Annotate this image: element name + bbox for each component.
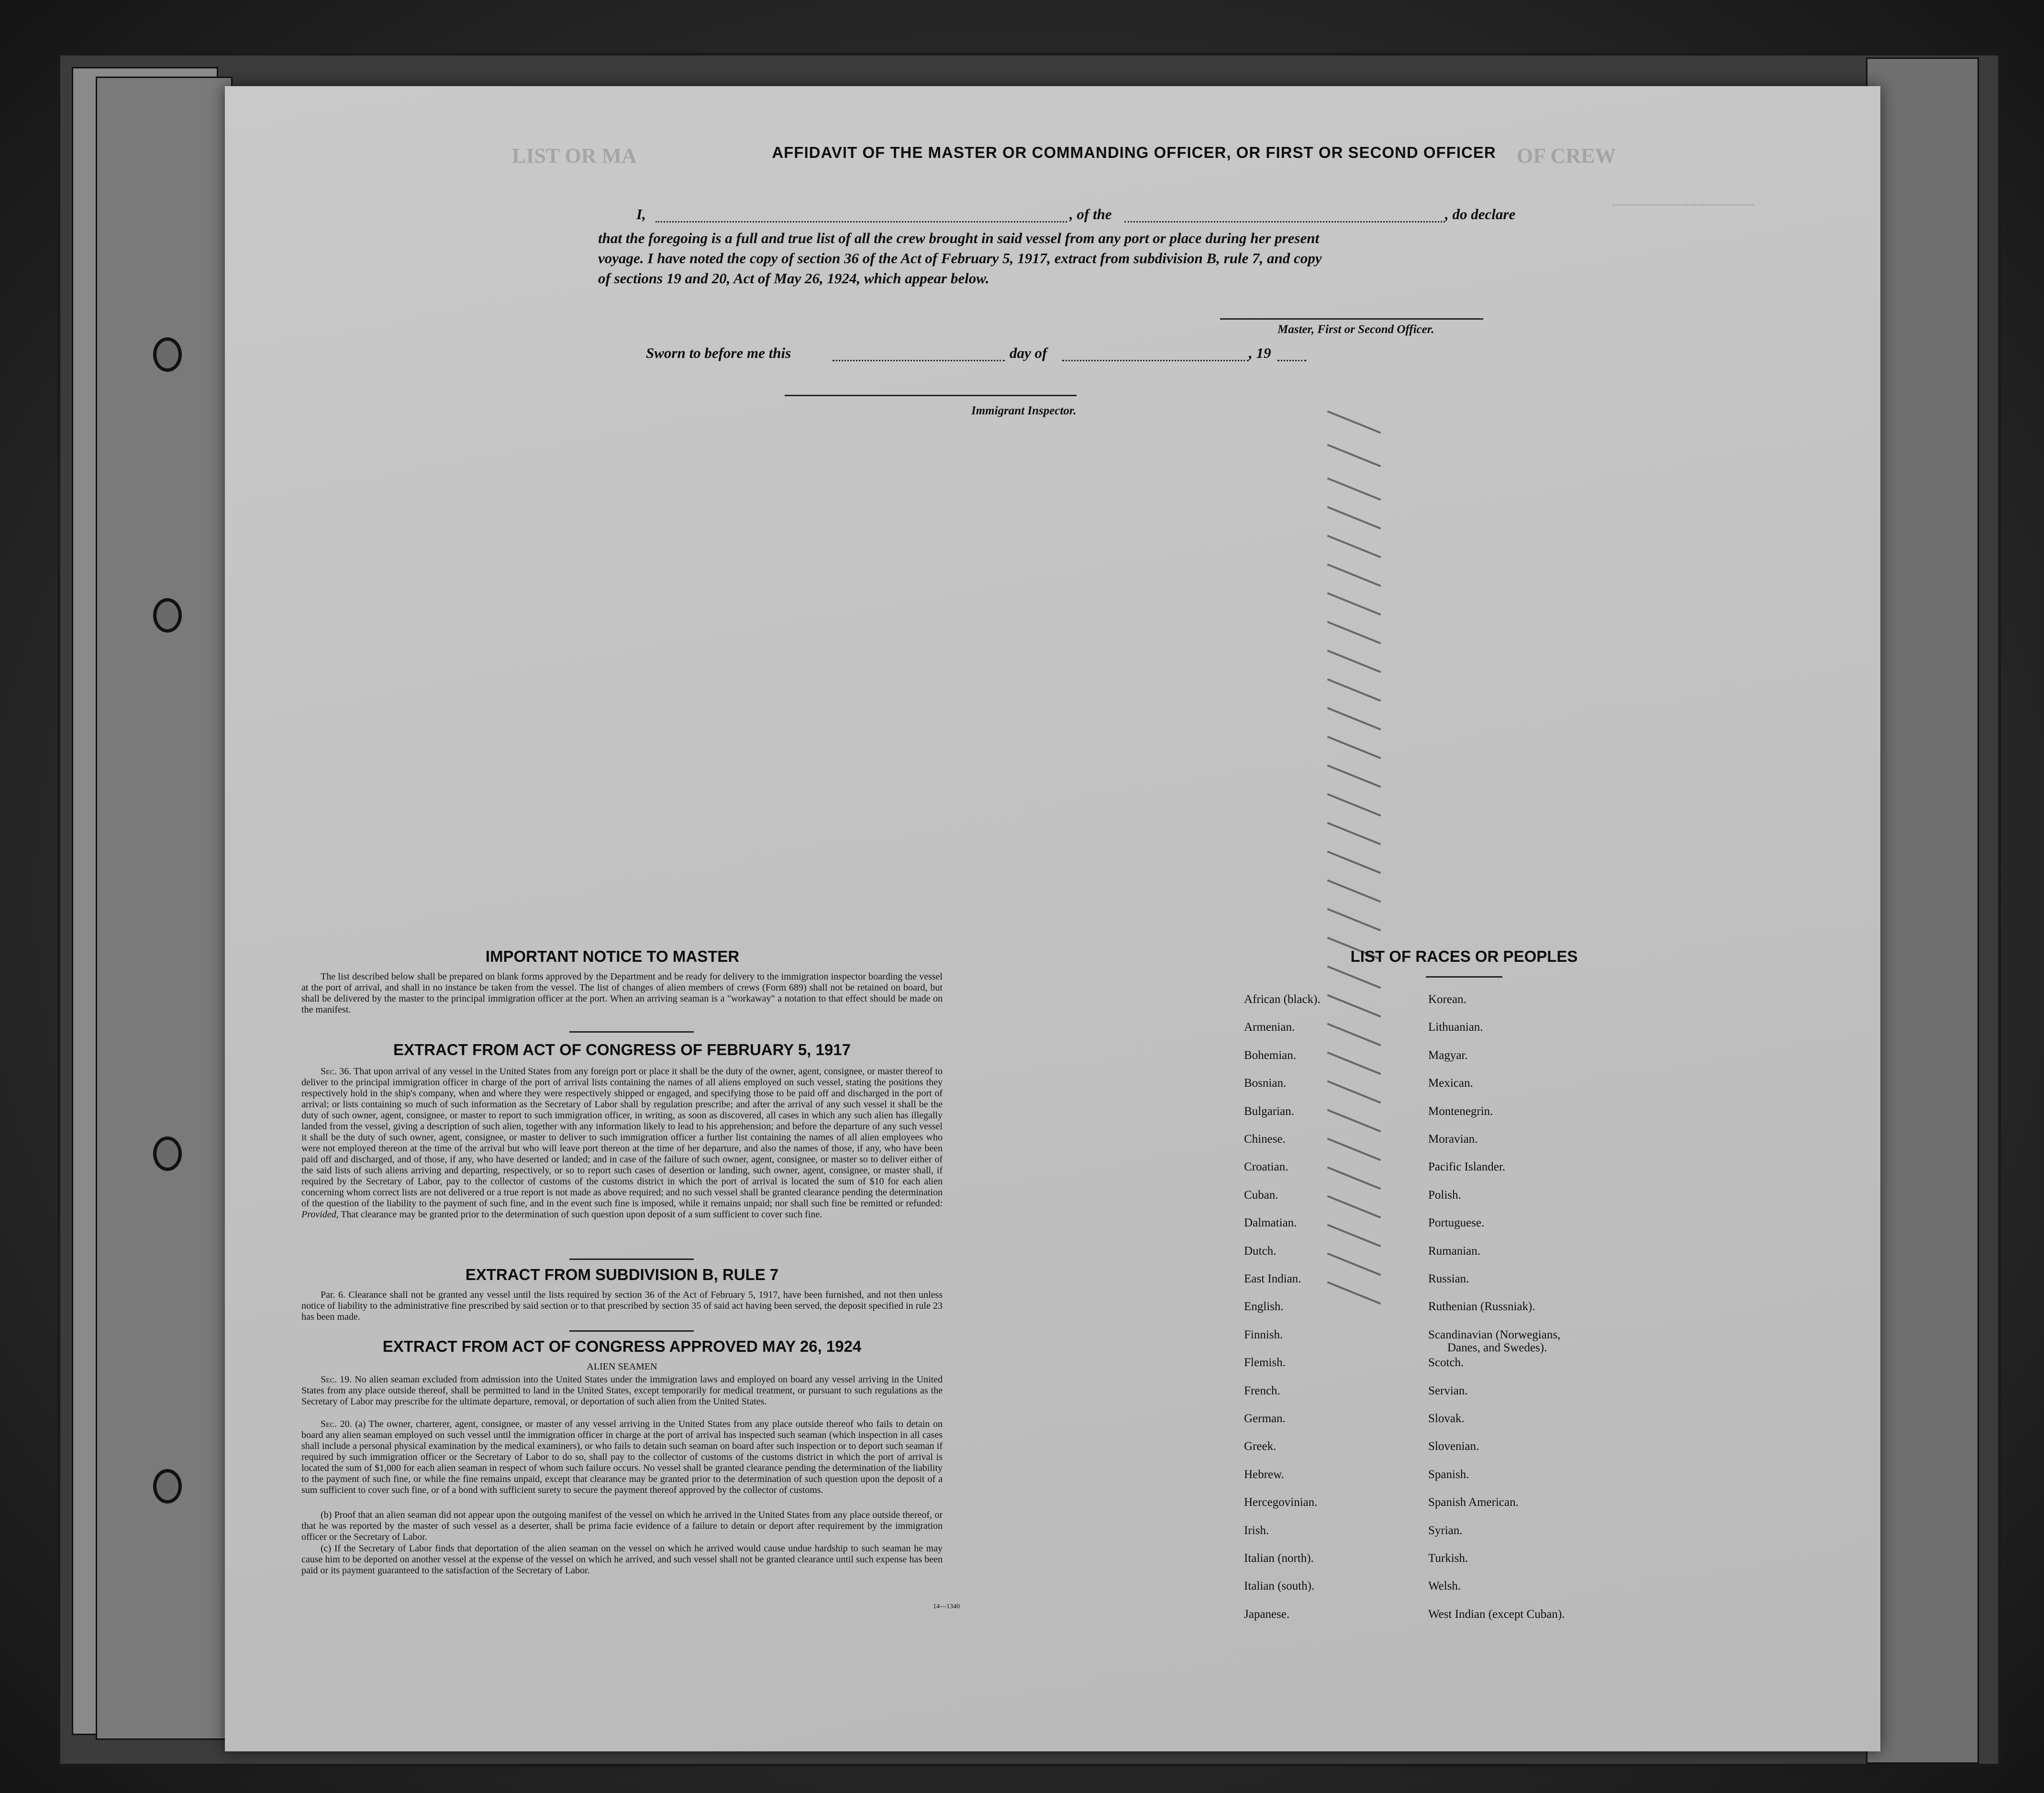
master-signature-line (1220, 318, 1483, 320)
handwritten-mark (1327, 1167, 1381, 1190)
affidavit-of-the: , of the (1069, 206, 1112, 223)
handwritten-mark (1327, 564, 1381, 587)
race-item: Magyar. (1428, 1048, 1468, 1062)
handwritten-mark (1327, 506, 1381, 530)
handwritten-mark (1327, 966, 1381, 989)
section-36-text: That upon arrival of any vessel in the United States from any foreign port or place it shall be the duty of the owner, agent, consignee, or master thereof to deliver to the principal immigration officer in charge of the port of arrival lists containing the names of all aliens employed on such vessel, stating the positions they respectively hold in the ship's company, when and where they were respectively shipped or engaged, and specifying those to be paid off and discharged in the port of arrival; or lists containing so much of such information as the Secretary of Labor shall by regulation prescribe; and after the arrival of any such vessel it shall be the duty of such owner, agent, consignee, or master to report to such immigration officer, in writing, as soon as discovered, all cases in which any such alien has illegally landed from the vessel, giving a description of such alien, together with any information likely to lead to his apprehension; and before the departure of any such vessel it shall be the duty of such owner, agent, consignee, or master to deliver to such immigration officer a further list containing the names of all alien employees who were not employed thereon at the time of the arrival but who will leave port thereon at the time of her departure, and also the names of those, if any, who have been paid off and discharged, and of those, if any, who have deserted or landed; and in case of the failure of such owner, agent, consignee, or master so to deliver either of the said lists of such aliens arriving and departing, respectively, or so to report such cases of desertion or landing, such owner, agent, consignee, or master shall, if required by the Secretary of Labor, pay to the collector of customs of the customs district in which the port of arrival is located the sum of $10 for each alien concerning whom correct lists are not delivered or a true report is not made as above required; and no such vessel shall be granted clearance pending the determination of the question of the liability to the payment of such fine, and in the event such fine is imposed, while it remains unpaid; nor shall such fine be remitted or refunded: (301, 1066, 943, 1209)
handwritten-mark (1327, 535, 1381, 558)
notice-text: The list described below shall be prepared on blank forms approved by the Department and be ready for delivery to the immigration inspector boarding the vessel at the port of arrival, and shall in no instance be taken from the vessel. The list of changes of alien members of crews (Form 689) shall not be retained on board, but shall be delivered by the master to the principal immigration officer at the port. When an arriving seaman is a "workaway" a notation to that effect should be made on the manifest. (301, 971, 943, 1015)
section-36-end: That clearance may be granted prior to the determination of such question upon deposit of a sum sufficient to cover such fine. (341, 1209, 822, 1220)
race-item: Montenegrin. (1428, 1104, 1493, 1118)
divider (569, 1031, 694, 1033)
handwritten-mark (1327, 1224, 1381, 1247)
affidavit-line2: that the foregoing is a full and true list of all the crew brought in said vessel from any port or place during her present (598, 230, 1320, 246)
sworn-text: Sworn to before me this (646, 345, 791, 361)
race-item: Cuban. (1244, 1188, 1278, 1202)
handwritten-mark (1327, 851, 1381, 874)
affidavit-line4: of sections 19 and 20, Act of May 26, 1924, which appear below. (598, 270, 989, 287)
race-item: Polish. (1428, 1188, 1461, 1202)
vessel-line (1124, 221, 1445, 223)
extract-rule7-text: Par. 6. Clearance shall not be granted any vessel until the lists required by section 36 of the Act of February 5, 1917, have been furnished, and not then unless notice of liability to the administrative fine prescribed by said section or to that prescribed by section 35 of said act having been served, the deposit specified in rule 23 has been made. (301, 1290, 943, 1322)
punch-hole (153, 337, 182, 372)
bleed-through: LIST OR MA (512, 144, 637, 167)
race-item: Turkish. (1428, 1552, 1468, 1565)
inspector-caption: Immigrant Inspector. (971, 404, 1077, 417)
race-item: Hercegovinian. (1244, 1496, 1318, 1509)
sec-20a-text (301, 1419, 943, 1496)
affidavit-do-declare: , do declare (1445, 206, 1516, 223)
race-item: Chinese. (1244, 1133, 1286, 1146)
race-item: Syrian. (1428, 1524, 1463, 1537)
race-item: Servian. (1428, 1384, 1468, 1397)
handwritten-mark (1327, 592, 1381, 616)
race-item: Italian (south). (1244, 1580, 1315, 1593)
handwritten-mark (1327, 411, 1381, 434)
divider (569, 1258, 694, 1260)
underlying-page-edge (1866, 57, 1979, 1764)
form-number: 14—1340 (933, 1603, 960, 1610)
section-20a-body: (a) The owner, charterer, agent, consignee, or master of any vessel arriving in the United States from any place outside thereof who fails to detain on board any alien seaman employed on such vessel until the immigration officer in charge at the port of arrival has inspected such seaman (which inspection in all cases shall include a personal physical examination by the medical examiners), or who fails to detain such seaman on board after such inspection or to deport such seaman if required by such immigration officer or the Secretary of Labor to do so, shall pay to the collector of customs of the customs district in which the port of arrival is located the sum of $1,000 for each alien seaman in respect of whom such failure occurs. No vessel shall be granted clearance pending the determination of the liability to the payment of such fine, or while the fine remains unpaid, except that clearance may be granted prior to the determination of such question upon the deposit of a sum sufficient to cover such fine, or of a bond with sufficient surety to secure the payment thereof approved by the collector of customs. (301, 1419, 943, 1495)
race-item: Lithuanian. (1428, 1021, 1483, 1034)
race-item: Finnish. (1244, 1328, 1283, 1341)
race-item: Bosnian. (1244, 1077, 1287, 1090)
handwritten-mark (1327, 621, 1381, 645)
handwritten-mark (1327, 650, 1381, 673)
race-item: Croatian. (1244, 1160, 1289, 1174)
extract-1924-title: EXTRACT FROM ACT OF CONGRESS APPROVED MAY 26, 1924 (382, 1337, 862, 1355)
race-item: Hebrew. (1244, 1468, 1284, 1481)
handwritten-mark (1327, 1195, 1381, 1219)
race-item: Scandinavian (Norwegians, (1428, 1328, 1561, 1341)
handwritten-mark (1327, 444, 1381, 468)
sworn-month-line (1062, 360, 1249, 361)
punch-hole (153, 1136, 182, 1171)
race-item: English. (1244, 1300, 1284, 1314)
race-item: Scotch. (1428, 1356, 1464, 1370)
name-line (655, 221, 1067, 223)
race-item: Japanese. (1244, 1607, 1290, 1621)
punch-hole (153, 598, 182, 633)
sec-19-text (301, 1374, 943, 1407)
sworn-day-line (833, 360, 1005, 361)
race-item: Slovenian. (1428, 1440, 1479, 1453)
provided-label: Provided, (301, 1209, 339, 1220)
affidavit-line3: voyage. I have noted the copy of section 36 of the Act of February 5, 1917, extract from subdivision B, rule 7, and copy (598, 250, 1322, 267)
race-item: Greek. (1244, 1440, 1277, 1453)
race-item: Moravian. (1428, 1133, 1478, 1146)
race-item: Italian (north). (1244, 1552, 1314, 1565)
race-item: Spanish American. (1428, 1496, 1519, 1509)
race-item: Bohemian. (1244, 1048, 1297, 1062)
extract-rule7-title: EXTRACT FROM SUBDIVISION B, RULE 7 (465, 1266, 779, 1283)
year-prefix: , 19 (1249, 345, 1271, 361)
handwritten-mark (1327, 1023, 1381, 1047)
extract-1917-title: EXTRACT FROM ACT OF CONGRESS OF FEBRUARY 5, 1917 (393, 1041, 851, 1058)
inspector-signature-line (785, 395, 1077, 396)
bleed-through: ...................................................... (1612, 196, 1755, 208)
extract-1917-text (301, 1066, 943, 1220)
section-label: Sec. 20. (321, 1419, 352, 1429)
handwritten-mark (1327, 1281, 1381, 1305)
handwritten-mark (1327, 908, 1381, 932)
handwritten-mark (1327, 1080, 1381, 1104)
race-item: German. (1244, 1412, 1286, 1425)
race-item: Danes, and Swedes). (1447, 1341, 1547, 1354)
race-item: East Indian. (1244, 1272, 1301, 1285)
race-item: Armenian. (1244, 1021, 1295, 1034)
handwritten-mark (1327, 736, 1381, 759)
handwritten-mark (1327, 880, 1381, 903)
race-item: Korean. (1428, 993, 1466, 1006)
section-label: Sec. 36. (321, 1066, 352, 1077)
alien-seamen-subtitle: ALIEN SEAMEN (587, 1361, 657, 1372)
handwritten-mark (1327, 1138, 1381, 1161)
handwritten-mark (1327, 1109, 1381, 1133)
race-item: Russian. (1428, 1272, 1469, 1285)
race-item: Rumanian. (1428, 1244, 1481, 1258)
race-item: West Indian (except Cuban). (1428, 1607, 1565, 1621)
handwritten-mark (1327, 765, 1381, 788)
affidavit-title: AFFIDAVIT OF THE MASTER OR COMMANDING OFFICER, OR FIRST OR SECOND OFFICER (772, 144, 1496, 161)
handwritten-mark (1327, 478, 1381, 501)
handwritten-mark (1327, 822, 1381, 846)
handwritten-mark (1327, 994, 1381, 1018)
race-item: African (black). (1244, 993, 1321, 1006)
race-item: Ruthenian (Russniak). (1428, 1300, 1535, 1314)
race-item: Pacific Islander. (1428, 1160, 1506, 1174)
section-label: Sec. 19. (321, 1374, 352, 1385)
race-item: Irish. (1244, 1524, 1269, 1537)
race-item: Mexican. (1428, 1077, 1473, 1090)
year-line (1278, 360, 1306, 361)
race-item: French. (1244, 1384, 1280, 1397)
affidavit-i: I, (636, 206, 646, 223)
sec-20b-text: (b) Proof that an alien seaman did not appear upon the outgoing manifest of the vessel on which he arrived in the United States from any place outside thereof, or that he was reported by the master of such vessel as a deserter, shall be prima facie evidence of a failure to detain or deport after requirement by the immigration officer or the Secretary of Labor. (301, 1510, 943, 1542)
divider (1426, 976, 1502, 978)
race-item: Dutch. (1244, 1244, 1277, 1258)
race-item: Slovak. (1428, 1412, 1465, 1425)
race-item: Flemish. (1244, 1356, 1286, 1370)
race-item: Bulgarian. (1244, 1104, 1294, 1118)
handwritten-mark (1327, 1253, 1381, 1276)
handwritten-mark (1327, 707, 1381, 731)
sec-20c-text: (c) If the Secretary of Labor finds that deportation of the alien seaman on the vessel on which he arrived would cause undue hardship to such seaman he may cause him to be deported on another vessel at the expense of the vessel on which he arrived, and such vessel shall not be granted clearance until such expense has been paid or its payment guaranteed to the satisfaction of the Secretary of Labor. (301, 1543, 943, 1576)
race-item: Welsh. (1428, 1580, 1461, 1593)
day-of-text: day of (1010, 345, 1047, 361)
master-caption: Master, First or Second Officer. (1278, 323, 1434, 336)
race-item: Dalmatian. (1244, 1216, 1297, 1230)
punch-hole (153, 1469, 182, 1503)
race-item: Portuguese. (1428, 1216, 1485, 1230)
divider (569, 1330, 694, 1332)
handwritten-mark (1327, 1052, 1381, 1075)
race-item: Spanish. (1428, 1468, 1469, 1481)
section-19-body: No alien seaman excluded from admission into the United States under the immigration laws and employed on board any vessel arriving in the United States from any place outside thereof, shall be permitted to land in the United States, except temporarily for medical treatment, or pursuant to such regulations as the Secretary of Labor may prescribe for the ultimate departure, removal, or deportation of such alien from the United States. (301, 1374, 943, 1407)
handwritten-mark (1327, 793, 1381, 817)
bleed-through: OF CREW (1517, 144, 1616, 167)
document-page (225, 86, 1880, 1751)
races-title: LIST OF RACES OR PEOPLES (1350, 947, 1578, 965)
notice-title: IMPORTANT NOTICE TO MASTER (485, 947, 740, 965)
handwritten-mark (1327, 679, 1381, 702)
